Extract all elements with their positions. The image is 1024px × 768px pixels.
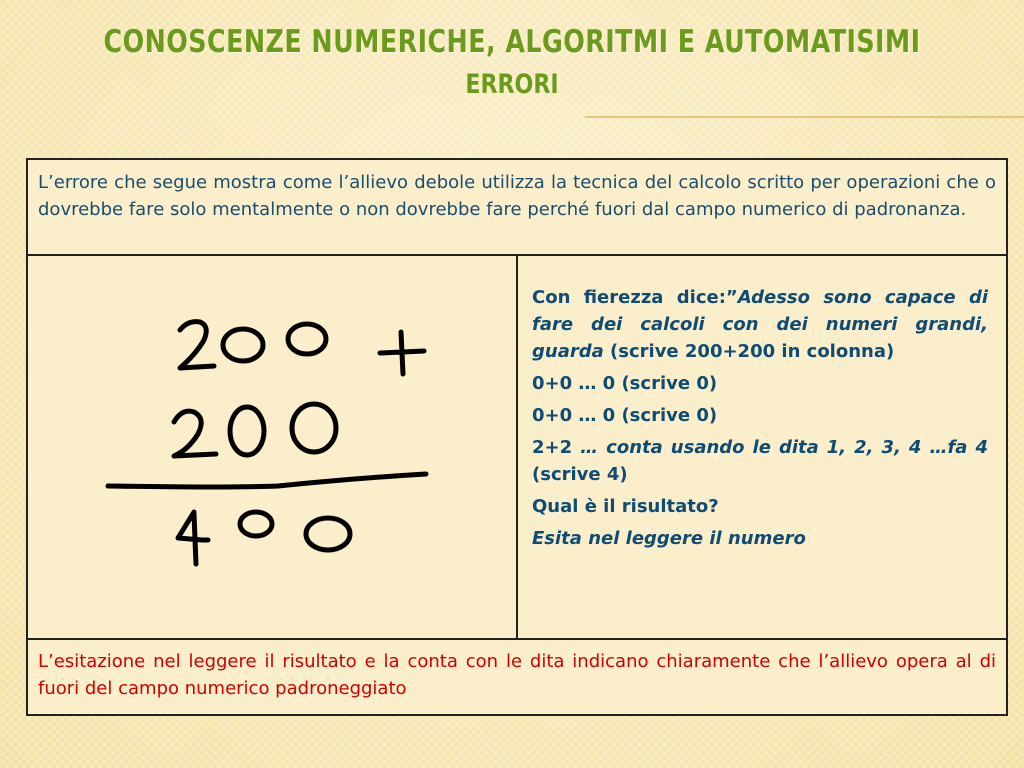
handwritten-result xyxy=(178,512,350,564)
story-line-3: 0+0 … 0 (scrive 0) xyxy=(532,405,718,426)
handwritten-result-bar xyxy=(108,474,426,487)
title-divider xyxy=(585,116,1024,118)
intro-cell xyxy=(28,160,1006,256)
conclusion-text: L’esitazione nel leggere il risultato e la conta con le dita indicano chiaramente che l’allievo opera al di fuori del campo numerico padroneggiato xyxy=(38,651,996,699)
handwritten-line-1 xyxy=(180,322,424,374)
conclusion-cell xyxy=(28,638,1006,714)
story-line-1: Con fierezza dice:”Adesso sono capace di fare dei calcoli con dei numeri grandi, guarda (scrive 200+200 in colonna) xyxy=(532,287,988,362)
story-line-2: 0+0 … 0 (scrive 0) xyxy=(532,373,718,394)
handwritten-line-2 xyxy=(174,404,336,456)
story-line-5: Qual è il risultato? xyxy=(532,496,719,517)
intro-text: L’errore che segue mostra come l’allievo debole utilizza la tecnica del calcolo scritto per operazioni che o dovrebbe fare solo mentalmente o non dovrebbe fare perché fuori dal campo numerico di padronanza. xyxy=(38,172,996,220)
story-line-6: Esita nel leggere il numero xyxy=(532,528,806,549)
handwritten-addition xyxy=(28,256,516,636)
slide-subtitle: ERRORI xyxy=(465,69,559,100)
slide-title: CONOSCENZE NUMERICHE, ALGORITMI E AUTOMATISIMI xyxy=(103,24,921,60)
error-table xyxy=(26,158,1008,716)
story-cell xyxy=(518,256,1006,638)
handwriting-cell xyxy=(28,256,518,638)
story-line-4: 2+2 … conta usando le dita 1, 2, 3, 4 …fa 4 (scrive 4) xyxy=(532,437,988,485)
